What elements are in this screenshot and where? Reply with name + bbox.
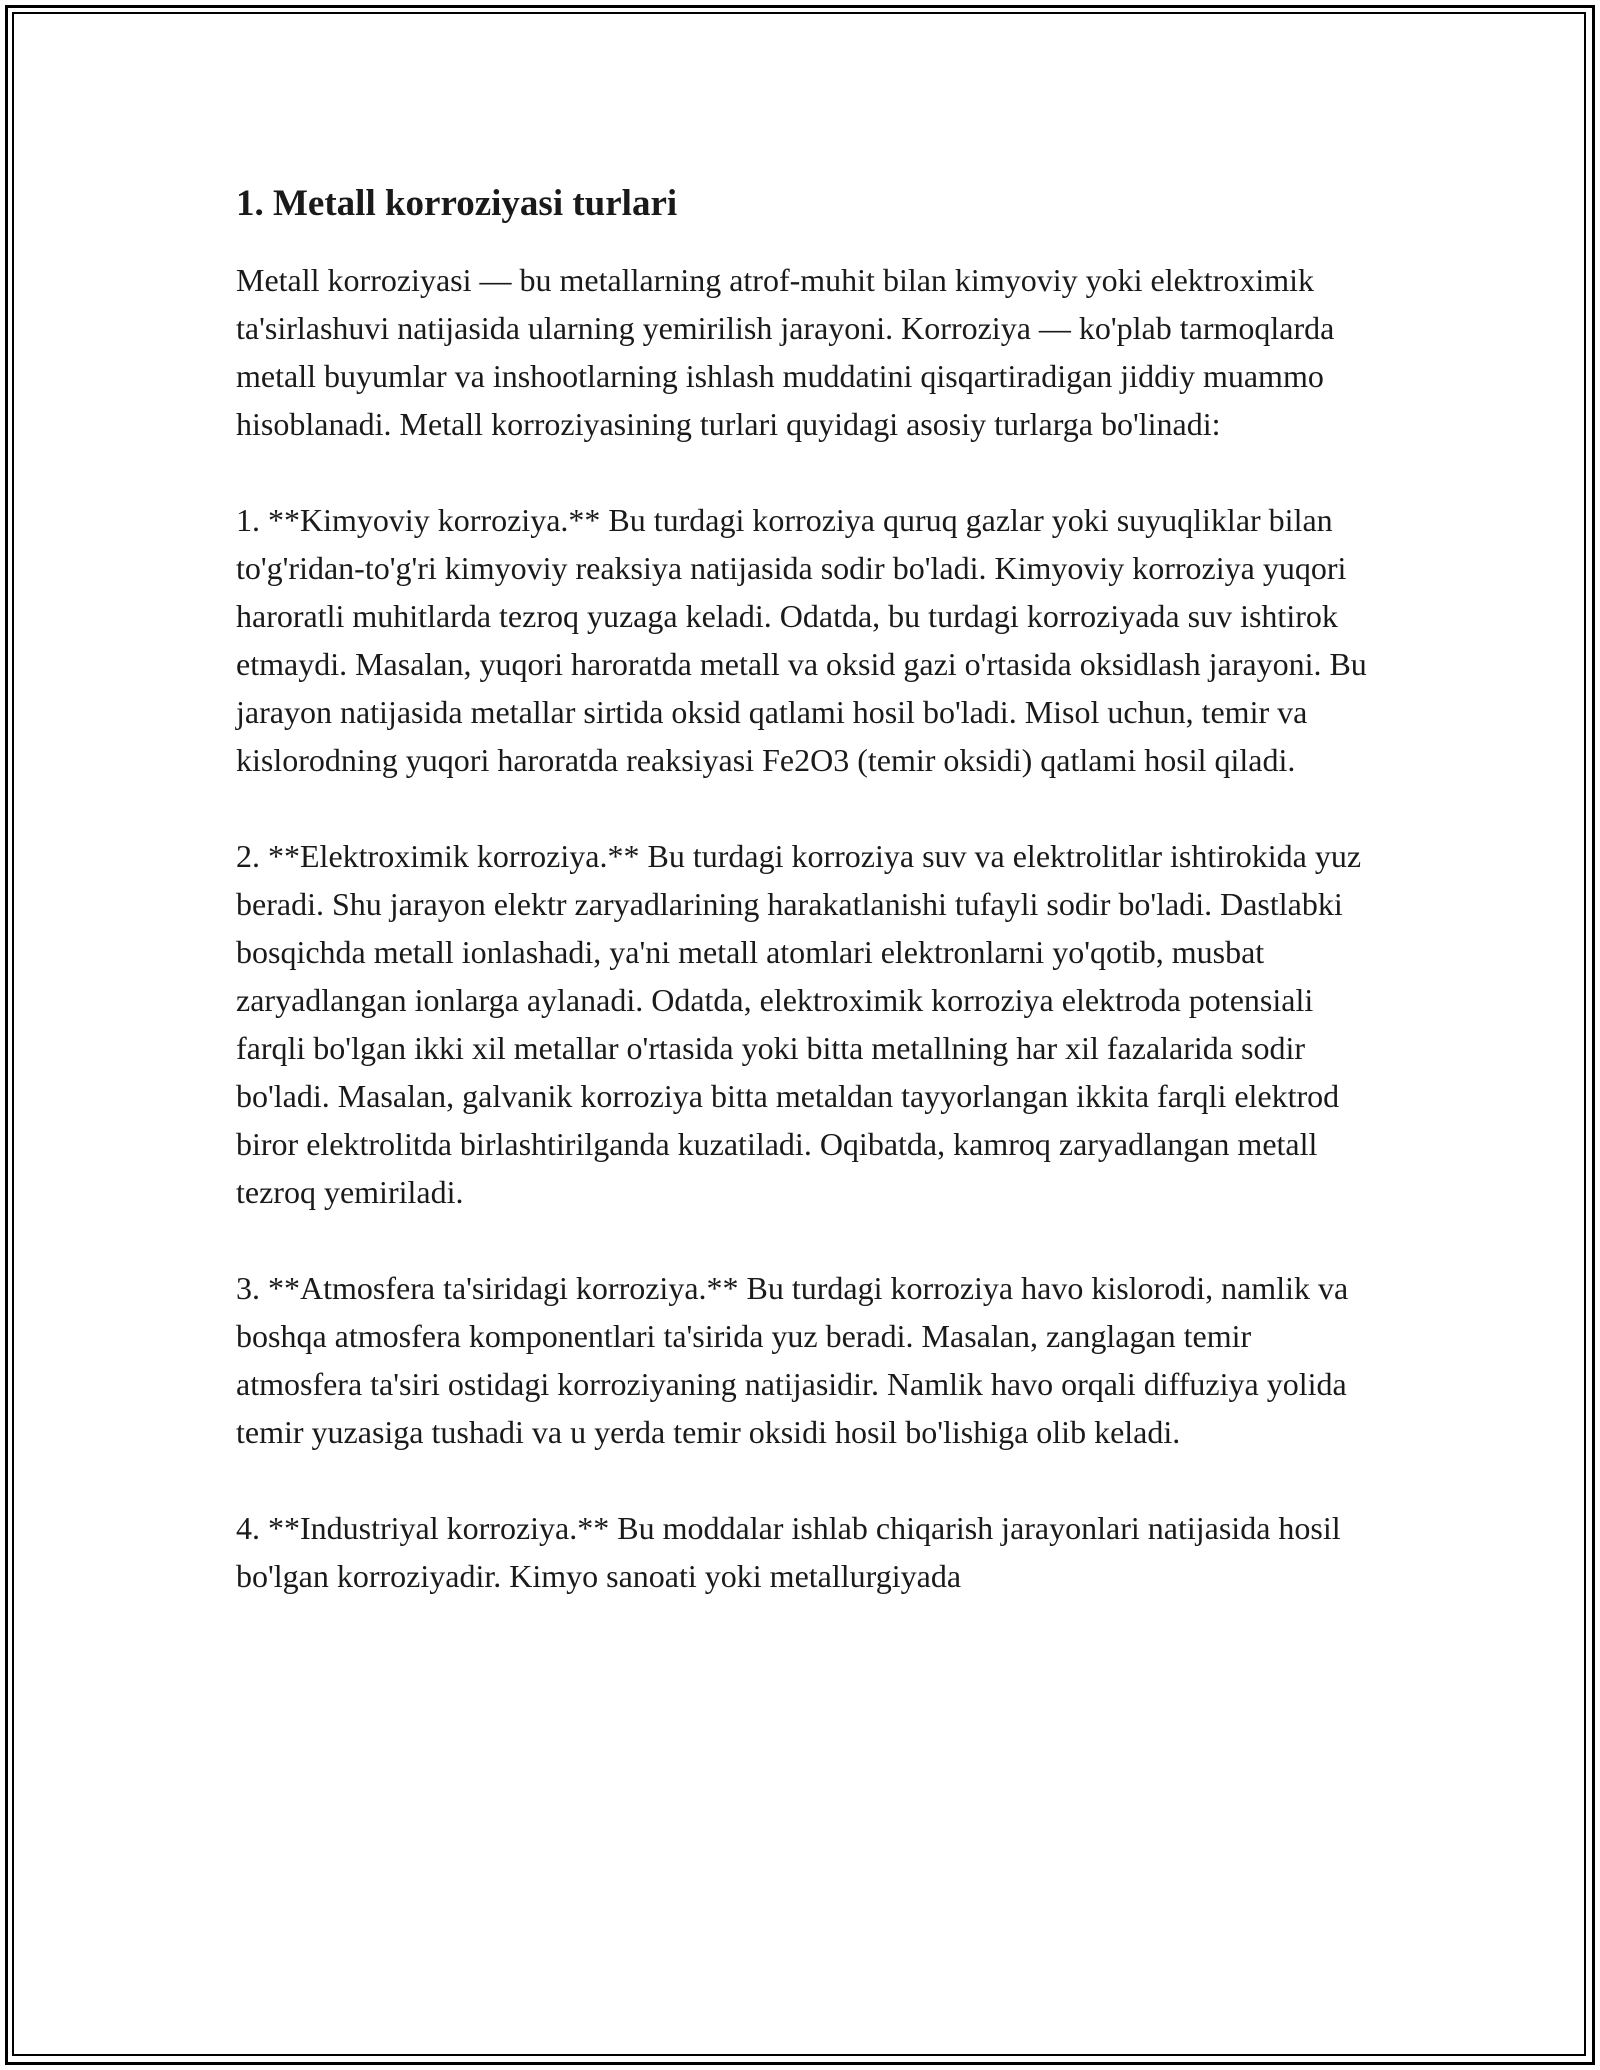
paragraph-atmospheric-corrosion: 3. **Atmosfera ta'siridagi korroziya.** Bu turdagi korroziya havo kislorodi, namlik va boshqa atmosfera komponentlari ta'sirida yuz beradi. Masalan, zanglagan temir atmosfera ta'siri ostidagi korroziyaning natijasidir. Namlik havo orqali diffuziya yolida temir yuzasiga tushadi va u yerda temir oksidi hosil bo'lishiga olib keladi. <box>236 1270 1349 1451</box>
paragraph-industrial-corrosion: 4. **Industriyal korroziya.** Bu moddalar ishlab chiqarish jarayonlari natijasida hosil bo'lgan korroziyadir. Kimyo sanoati yoki metallurgiyada <box>236 1510 1341 1595</box>
document-body <box>236 180 1376 1648</box>
paragraph-chemical-corrosion: 1. **Kimyoviy korroziya.** Bu turdagi korroziya quruq gazlar yoki suyuqliklar bilan to'g'ridan-to'g'ri kimyoviy reaksiya natijasida sodir bo'ladi. Kimyoviy korroziya yuqori haroratli muhitlarda tezroq yuzaga keladi. Odatda, bu turdagi korroziyada suv ishtirok etmaydi. Masalan, yuqori haroratda metall va oksid gazi o'rtasida oksidlash jarayoni. Bu jarayon natijasida metallar sirtida oksid qatlami hosil bo'ladi. Misol uchun, temir va kislorodning yuqori haroratda reaksiyasi Fe2O3 (temir oksidi) qatlami hosil qiladi. <box>236 502 1367 779</box>
paragraph-electrochemical-corrosion: 2. **Elektroximik korroziya.** Bu turdagi korroziya suv va elektrolitlar ishtirokida yuz beradi. Shu jarayon elektr zaryadlarining harakatlanishi tufayli sodir bo'ladi. Dastlabki bosqichda metall ionlashadi, ya'ni metall atomlari elektronlarni yo'qotib, musbat zaryadlangan ionlarga aylanadi. Odatda, elektroximik korroziya elektroda potensiali farqli bo'lgan ikki xil metallar o'rtasida yoki bitta metallning har xil fazalarida sodir bo'ladi. Masalan, galvanik korroziya bitta metaldan tayyorlangan ikkita farqli elektrod biror elektrolitda birlashtirilganda kuzatiladi. Oqibatda, kamroq zaryadlangan metall tezroq yemiriladi. <box>236 838 1362 1211</box>
intro-paragraph: Metall korroziyasi — bu metallarning atrof-muhit bilan kimyoviy yoki elektroximik ta'sirlashuvi natijasida ularning yemirilish jarayoni. Korroziya — ko'plab tarmoqlarda metall buyumlar va inshootlarning ishlash muddatini qisqartiradigan jiddiy muammo hisoblanadi. Metall korroziyasining turlari quyidagi asosiy turlarga bo'linadi: <box>236 262 1335 443</box>
section-heading: 1. Metall korroziyasi turlari <box>236 183 678 224</box>
